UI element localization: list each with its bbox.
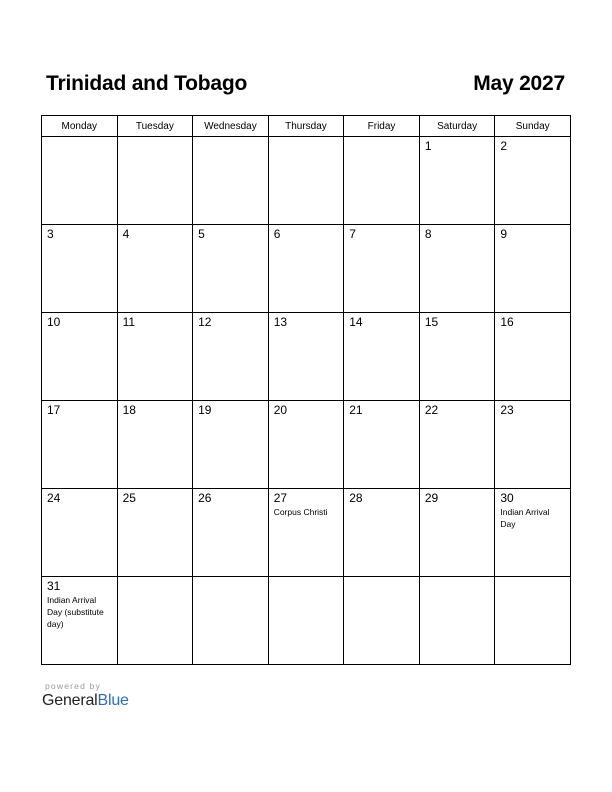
holiday-label: Indian Arrival Day (substitute day) [47,595,104,629]
day-cell [268,401,344,489]
week-row-2 [42,225,571,313]
day-number: 27 [273,491,288,505]
generalblue-logo[interactable] [42,692,129,710]
day-cell [117,225,193,313]
week-row-1 [42,137,571,225]
day-cell [268,313,344,401]
day-number: 15 [424,315,439,329]
day-number: 30 [500,491,514,505]
country-title: Trinidad and Tobago [46,72,248,95]
day-number: 28 [349,491,363,505]
day-number: 2 [500,139,508,153]
day-cell [193,577,269,665]
day-number: 21 [349,403,363,417]
weekday-tuesday: Tuesday [117,116,193,137]
day-number: 9 [500,227,508,241]
weekday-header-row [42,116,571,137]
day-cell [117,137,193,225]
week-row-5 [42,489,571,577]
day-cell [495,137,571,225]
day-cell [117,577,193,665]
day-number: 31 [47,579,61,593]
day-cell [117,313,193,401]
week-row-4 [42,401,571,489]
day-number: 20 [273,403,288,417]
day-cell [495,313,571,401]
day-number: 5 [198,227,205,241]
weekday-friday: Friday [344,116,420,137]
brand-general: General [42,692,98,709]
day-cell [268,489,344,577]
day-number: 25 [122,491,136,505]
day-cell [193,225,269,313]
calendar-grid [41,115,571,665]
day-cell [419,225,495,313]
day-cell [495,225,571,313]
day-cell [344,489,420,577]
day-cell [42,313,118,401]
week-row-6 [42,577,571,665]
day-number: 12 [198,315,212,329]
month-year-title: May 2027 [473,72,565,95]
day-cell [419,313,495,401]
day-cell [344,577,420,665]
day-number: 7 [349,227,356,241]
day-number: 4 [122,227,130,241]
day-cell [193,489,269,577]
day-cell [117,489,193,577]
day-cell [268,577,344,665]
day-cell [268,137,344,225]
day-cell [344,401,420,489]
day-number: 22 [424,403,439,417]
holiday-label: Indian Arrival Day [500,507,550,529]
weekday-thursday: Thursday [268,116,344,137]
holiday-label: Corpus Christi [273,507,328,517]
day-cell [495,577,571,665]
day-cell [193,401,269,489]
day-cell [419,401,495,489]
day-cell [419,489,495,577]
day-cell [344,225,420,313]
day-number: 29 [424,491,439,505]
day-cell [419,577,495,665]
day-number: 24 [47,491,61,505]
day-number: 17 [47,403,61,417]
day-number: 16 [500,315,514,329]
week-row-3 [42,313,571,401]
brand-blue: Blue [97,692,129,709]
day-cell [117,401,193,489]
day-number: 1 [424,139,432,153]
day-number: 8 [424,227,432,241]
weekday-saturday: Saturday [419,116,495,137]
day-cell [419,137,495,225]
day-number: 14 [349,315,363,329]
day-number: 18 [122,403,136,417]
day-number: 26 [198,491,212,505]
day-cell [42,489,118,577]
day-number: 6 [273,227,281,241]
day-number: 3 [47,227,54,241]
weekday-wednesday: Wednesday [193,116,269,137]
day-cell [268,225,344,313]
day-number: 11 [122,315,136,329]
day-cell [42,137,118,225]
day-cell [344,137,420,225]
day-cell [42,225,118,313]
day-cell [193,137,269,225]
day-number: 13 [273,315,288,329]
footer [42,681,129,710]
day-number: 23 [500,403,514,417]
day-number: 19 [198,403,212,417]
powered-by-text: powered by [45,681,101,691]
day-cell [42,401,118,489]
weekday-monday: Monday [42,116,118,137]
day-cell [344,313,420,401]
day-cell [42,577,118,665]
day-cell [193,313,269,401]
day-cell [495,489,571,577]
weekday-sunday: Sunday [495,116,571,137]
day-number: 10 [47,315,61,329]
day-cell [495,401,571,489]
